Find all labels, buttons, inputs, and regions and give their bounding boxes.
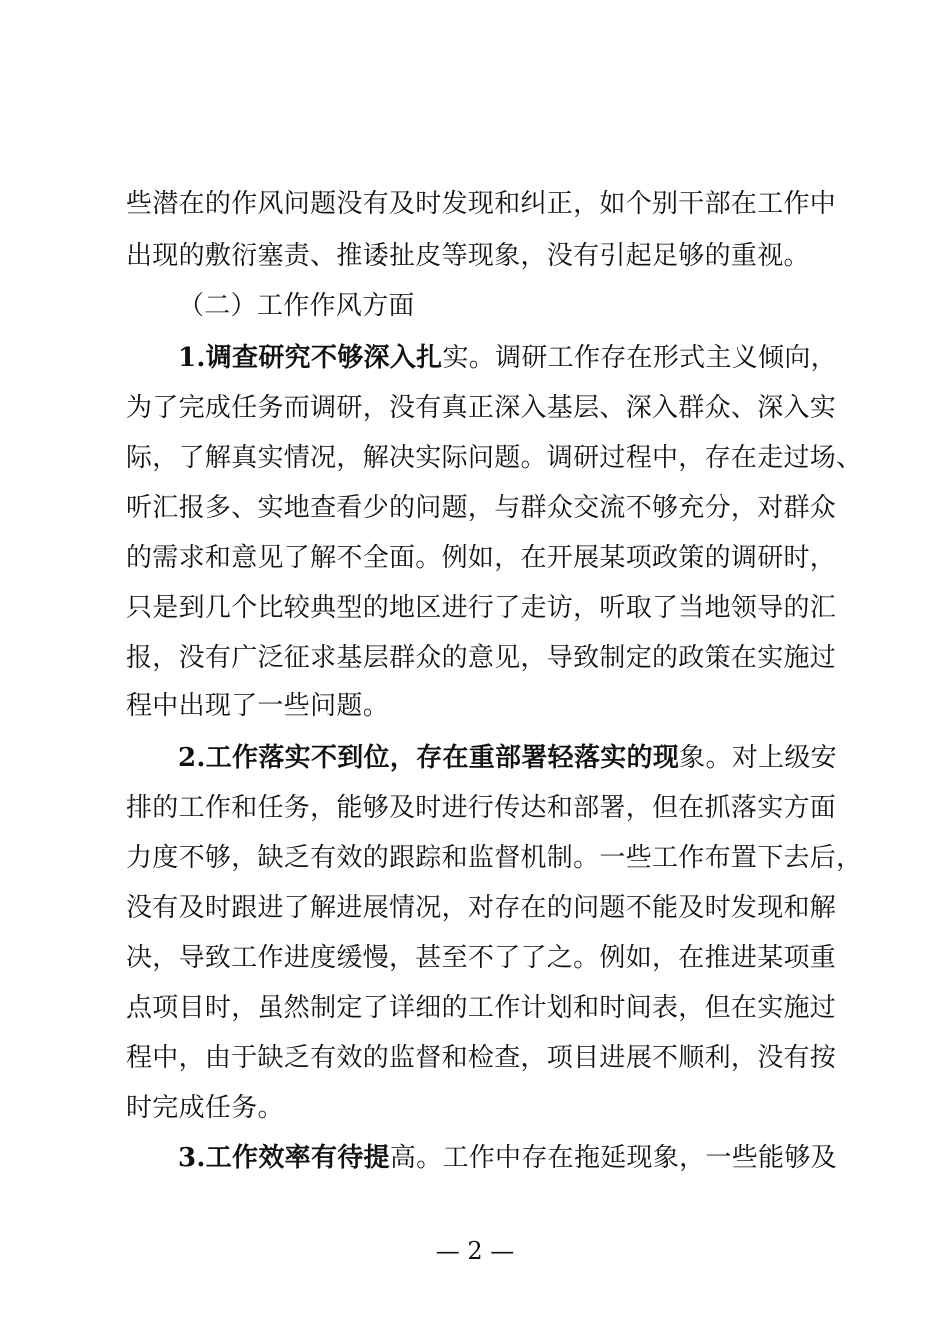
paragraph-line: 报，没有广泛征求基层群众的意见，导致制定的政策在实施过 — [126, 643, 837, 673]
paragraph-line: 力度不够，缺乏有效的跟踪和监督机制。一些工作布置下去后， — [126, 843, 863, 873]
page-number: — 2 — — [435, 1237, 515, 1265]
item-1-first-line — [178, 340, 898, 376]
paragraph-line: 程中出现了一些问题。 — [126, 691, 390, 721]
paragraph-line: 些潜在的作风问题没有及时发现和纠正，如个别干部在工作中 — [126, 189, 837, 219]
section-heading: （二）工作作风方面 — [178, 291, 415, 321]
paragraph-line: 听汇报多、实地查看少的问题，与群众交流不够充分，对群众 — [126, 493, 837, 523]
paragraph-line: 的需求和意见了解不全面。例如，在开展某项政策的调研时， — [126, 543, 837, 573]
item-3-title: 3.工作效率有待提 — [178, 1143, 390, 1173]
paragraph-line: 点项目时，虽然制定了详细的工作计划和时间表，但在实施过 — [126, 993, 837, 1023]
item-3-first-line — [178, 1140, 898, 1176]
paragraph-line: 决，导致工作进度缓慢，甚至不了了之。例如，在推进某项重 — [126, 943, 837, 973]
paragraph-line: 出现的敷衍塞责、推诿扯皮等现象，没有引起足够的重视。 — [126, 241, 810, 271]
paragraph-line: 际，了解真实情况，解决实际问题。调研过程中，存在走过场、 — [126, 443, 863, 473]
item-2-first-line — [178, 740, 898, 776]
paragraph-line: 时完成任务。 — [126, 1093, 284, 1123]
item-2-title: 2.工作落实不到位，存在重部署轻落实的现 — [178, 743, 680, 773]
paragraph-line: 排的工作和任务，能够及时进行传达和部署，但在抓落实方面 — [126, 793, 837, 823]
item-2-text: 象。对上级安 — [679, 743, 837, 773]
paragraph-line: 程中，由于缺乏有效的监督和检查，项目进展不顺利，没有按 — [126, 1043, 837, 1073]
paragraph-line: 只是到几个比较典型的地区进行了走访，听取了当地领导的汇 — [126, 593, 837, 623]
item-1-text: 实。调研工作存在形式主义倾向， — [442, 343, 837, 373]
paragraph-line: 没有及时跟进了解进展情况，对存在的问题不能及时发现和解 — [126, 893, 837, 923]
item-1-title: 1.调查研究不够深入扎 — [178, 343, 443, 373]
item-3-text: 高。工作中存在拖延现象，一些能够及 — [389, 1143, 837, 1173]
paragraph-line: 为了完成任务而调研，没有真正深入基层、深入群众、深入实 — [126, 393, 837, 423]
